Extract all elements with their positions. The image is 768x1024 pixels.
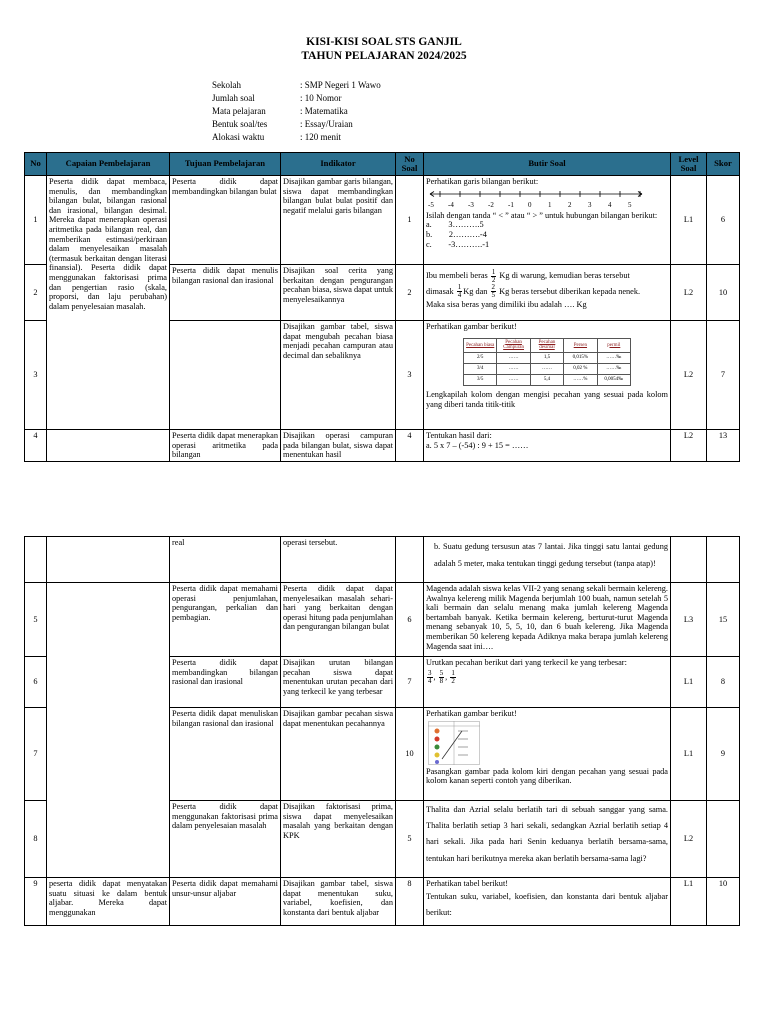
table-row: [25, 430, 740, 462]
butir-soal-cell: b. Suatu gedung tersusun atas 7 lantai. Jika tinggi satu lantai gedung adalah 5 meter, maka tentukan tinggi gedung tersebut (tanpa atap)!: [424, 537, 671, 583]
denominator: 5: [491, 291, 496, 300]
question-text: a. 5 x 7 – (-54) : 9 + 15 = ……: [426, 440, 529, 450]
butir-soal-cell: Magenda adalah siswa kelas VII-2 yang senang sekali bermain kelereng. Awalnya kelereng milik Magenda berjumlah 100 buah, namun setelah 5 kali bermain dan selalu menang maka jumlah kelereng Magenda bertambah banyak. Ketika bermain kelereng, berturut-turut Magenda menang sebanyak 10, 5, 5, 10, dan 6 buah kelereng. Jika Magenda memberikan 50 kelereng kepada Adiknya maka berapa jumlah kelereng Magenda saat ini….: [424, 583, 671, 657]
level-cell: L2: [671, 265, 707, 321]
skor-cell: 15: [707, 583, 740, 657]
header-no: No: [25, 153, 47, 176]
number-line-label: 2: [568, 200, 572, 209]
header-skor: Skor: [707, 153, 740, 176]
no-soal-cell: 3: [396, 321, 424, 430]
no-soal-cell: 6: [396, 583, 424, 657]
butir-soal-cell: [424, 430, 671, 462]
indikator-cell: Disajikan gambar pecahan siswa dapat menentukan pecahannya: [281, 708, 396, 801]
skor-cell: 10: [707, 265, 740, 321]
mini-table-cell: 5,4: [530, 375, 563, 386]
no-soal-cell: [396, 537, 424, 583]
tujuan-cell: real: [170, 537, 281, 583]
number-line-label: 0: [528, 200, 532, 209]
mini-table-cell: 1,5: [530, 353, 563, 364]
capaian-cell: Peserta didik dapat membaca, menulis, dan membandingkan bilangan bulat, bilangan rasional dan irasional, bilangan desimal. Mereka dapat menerapkan operasi aritmetika pada bilangan real, dan memberikan estimasi/perkiraan dalam menyelesaikan masalah (termasuk berkaitan dengan literasi finansial). Peserta didik dapat menggunakan faktorisasi prima dan pengertian rasio (skala, proporsi, dan laju perubahan) dalam penyelesaian masalah.: [47, 176, 170, 430]
denominator: 8: [439, 676, 444, 685]
option-c: c. -3……….-1: [426, 239, 490, 249]
no-soal-cell: 1: [396, 176, 424, 265]
tujuan-cell: Peserta didik dapat membandingkan bilangan bulat: [170, 176, 281, 265]
header-level-line1: Level: [678, 153, 699, 164]
skor-cell: 7: [707, 321, 740, 430]
mini-table-cell: 2/5: [464, 353, 497, 364]
header-butir-soal: Butir Soal: [424, 153, 671, 176]
row-number: 1: [25, 176, 47, 265]
header-level: [671, 153, 707, 176]
mini-table-cell: 0,015%: [564, 353, 597, 364]
denominator: 4: [428, 676, 432, 685]
butir-soal-cell: [424, 265, 671, 321]
butir-soal-cell: [424, 321, 671, 430]
indikator-cell: operasi tersebut.: [281, 537, 396, 583]
skor-cell: 13: [707, 430, 740, 462]
denominator: 4: [457, 291, 462, 300]
fraction: [491, 269, 497, 284]
row-number: 8: [25, 801, 47, 878]
level-cell: L1: [671, 657, 707, 708]
question-intro: Perhatikan gambar berikut!: [426, 322, 517, 331]
question-text: Ibu membeli beras: [426, 271, 488, 280]
document-title: KISI-KISI SOAL STS GANJIL: [306, 36, 462, 48]
indikator-cell: Disajikan gambar tabel, siswa dapat menentukan suku, variabel, koefisien, dan konstanta dari bentuk aljabar: [281, 878, 396, 926]
numerator: 2: [491, 283, 496, 292]
number-line-label: -1: [508, 200, 514, 209]
question-text: Kg di warung, kemudian beras tersebut: [499, 271, 630, 280]
table-row: [25, 878, 740, 926]
capaian-cell: [47, 583, 170, 878]
document-subtitle: TAHUN PELAJARAN 2024/2025: [301, 50, 467, 62]
tujuan-cell: Peserta didik dapat menulis bilangan rasional dan irasional: [170, 265, 281, 321]
question-text: Urutkan pecahan berikut dari yang terkecil ke yang terbesar:: [426, 658, 627, 667]
number-line-label: -2: [488, 200, 494, 209]
question-text: Kg dan: [463, 286, 488, 296]
butir-soal-cell: Thalita dan Azrial selalu berlatih tari di sebuah sanggar yang sama. Thalita berlatih setiap 3 hari sekali, sedangkan Azrial berlatih setiap 4 hari sekali. Jika pada hari Senin keduanya berlatih bersama-sama, tentukan hari berikutnya mereka akan berlatih bersama-sama lagi?: [424, 801, 671, 878]
meta-value: : SMP Negeri 1 Wawo: [300, 80, 381, 90]
header-capaian: Capaian Pembelajaran: [47, 153, 170, 176]
skor-cell: 9: [707, 708, 740, 801]
mini-table-header: Pecahan biasa: [464, 338, 497, 353]
meta-value: : Essay/Uraian: [300, 119, 353, 129]
capaian-cell: [47, 430, 170, 462]
skor-cell: [707, 537, 740, 583]
denominator: 2: [491, 275, 496, 284]
level-cell: L3: [671, 583, 707, 657]
header-no-soal-line2: Soal: [401, 163, 418, 173]
row-number: 2: [25, 265, 47, 321]
level-cell: L2: [671, 321, 707, 430]
mini-table-cell: ……‰: [597, 353, 630, 364]
table-row: [25, 537, 740, 583]
row-number: 3: [25, 321, 47, 430]
capaian-cell: peserta didik dapat menyatakan suatu situasi ke dalam bentuk aljabar. Mereka dapat menggunakan: [47, 878, 170, 926]
numerator: 1: [457, 283, 462, 292]
tujuan-cell: Peserta didik dapat menggunakan faktorisasi prima dalam penyelesaian masalah: [170, 801, 281, 878]
mini-table-cell: 0,02 %: [564, 364, 597, 375]
question-text: Lengkapilah kolom dengan mengisi pecahan yang sesuai pada kolom yang diberi tanda titik-titik: [426, 390, 668, 409]
no-soal-cell: 7: [396, 657, 424, 708]
question-text: Isilah dengan tanda “ < ” atau “ > ” untuk hubungan bilangan berikut:: [426, 210, 658, 220]
row-number: [25, 537, 47, 583]
level-cell: L1: [671, 878, 707, 926]
number-line-labels: [428, 201, 668, 209]
header-tujuan: Tujuan Pembelajaran: [170, 153, 281, 176]
tujuan-cell: Peserta didik dapat memahami operasi penjumlahan, pengurangan, perkalian dan pembagian.: [170, 583, 281, 657]
meta-value: : Matematika: [300, 106, 348, 116]
question-text: dimasak: [426, 286, 454, 296]
indikator-cell: Disajikan urutan bilangan pecahan siswa dapat menentukan urutan pecahan dari yang terkecil ke yang terbesar: [281, 657, 396, 708]
question-text: Pasangkan gambar pada kolom kiri dengan pecahan yang sesuai pada kolom kanan seperti contoh yang diberikan.: [426, 766, 668, 786]
fraction: [491, 284, 497, 299]
no-soal-cell: 10: [396, 708, 424, 801]
option-a: a. 3……….5: [426, 220, 484, 230]
butir-soal-cell: [424, 878, 671, 926]
mini-table-cell: 3/4: [464, 364, 497, 375]
mini-table-cell: 3/5: [464, 375, 497, 386]
meta-key: Jumlah soal: [212, 93, 255, 103]
fraction: [427, 670, 433, 685]
question-text: Tentukan suku, variabel, koefisien, dan konstanta dari bentuk aljabar berikut:: [426, 891, 668, 917]
indikator-cell: Peserta didik dapat dapat menyelesaikan masalah sehari-hari yang berkaitan dengan operasi hitung pada penjumlahan dan pengurangan bilangan bulat: [281, 583, 396, 657]
meta-key: Sekolah: [212, 80, 241, 90]
numerator: 3: [428, 668, 432, 677]
header-level-line2: Soal: [680, 163, 697, 173]
row-number: 9: [25, 878, 47, 926]
header-no-soal-line1: No: [404, 153, 415, 164]
indikator-cell: Disajikan faktorisasi prima, siswa dapat menyelesaikan masalah yang berkaitan dengan KPK: [281, 801, 396, 878]
fraction-table: [463, 338, 631, 387]
meta-info: [212, 79, 381, 144]
row-number: 4: [25, 430, 47, 462]
meta-key: Bentuk soal/tes: [212, 119, 268, 129]
mini-table-cell: 0,0054‰: [597, 375, 630, 386]
skor-cell: 10: [707, 878, 740, 926]
question-intro: Tentukan hasil dari:: [426, 431, 492, 440]
meta-key: Alokasi waktu: [212, 132, 265, 142]
no-soal-cell: 4: [396, 430, 424, 462]
kisi-kisi-table-page-1: [24, 152, 739, 462]
mini-table-cell: ……: [530, 364, 563, 375]
butir-soal-cell: [424, 657, 671, 708]
level-cell: L2: [671, 801, 707, 878]
meta-value: : 120 menit: [300, 132, 341, 142]
row-number: 7: [25, 708, 47, 801]
no-soal-cell: 5: [396, 801, 424, 878]
question-text: Maka sisa beras yang dimiliki ibu adalah …. Kg: [426, 299, 587, 309]
question-intro: Perhatikan tabel berikut!: [426, 879, 509, 888]
mini-table-cell: ……: [497, 353, 530, 364]
butir-soal-cell: [424, 176, 671, 265]
fraction-matching-image: [428, 721, 480, 765]
fraction: [439, 670, 445, 685]
level-cell: [671, 537, 707, 583]
table-row: [25, 583, 740, 657]
indikator-cell: Disajikan soal cerita yang berkaitan dengan pengurangan pecahan biasa, siswa dapat untuk menyelesaikannya: [281, 265, 396, 321]
tujuan-cell: Peserta didik dapat membandingkan bilangan rasional dan irasional: [170, 657, 281, 708]
numerator: 1: [491, 267, 496, 276]
number-line-label: 5: [628, 200, 632, 209]
fraction: [450, 670, 456, 685]
mini-table-header: Pecahan Campuran: [497, 338, 530, 353]
row-number: 6: [25, 657, 47, 708]
tujuan-cell: Peserta didik dapat memahami unsur-unsur aljabar: [170, 878, 281, 926]
indikator-cell: Disajikan gambar tabel, siswa dapat mengubah pecahan biasa menjadi pecahan campuran atau decimal dan sebaliknya: [281, 321, 396, 430]
denominator: 2: [451, 676, 455, 685]
indikator-cell: Disajikan gambar garis bilangan, siswa dapat membandingkan bilangan bulat bulat positif dan negatif melalui garis bilangan: [281, 176, 396, 265]
mini-table-header: Persen: [564, 338, 597, 353]
number-line-label: -3: [468, 200, 474, 209]
no-soal-cell: 2: [396, 265, 424, 321]
option-b: b. 2……….-4: [426, 229, 487, 239]
header-indikator: Indikator: [281, 153, 396, 176]
kisi-kisi-table-page-2: [24, 536, 739, 926]
fraction-list: $\frac{3}{4}$ , $\frac{5}{8}$ , $\frac{1}{2}$: [428, 668, 455, 685]
skor-cell: [707, 801, 740, 878]
mini-table-cell: ……: [497, 375, 530, 386]
no-soal-cell: 8: [396, 878, 424, 926]
mini-table-header: permil: [597, 338, 630, 353]
number-line-label: -5: [428, 200, 434, 209]
number-line-label: 1: [548, 200, 552, 209]
tujuan-cell: Peserta didik dapat menerapkan operasi aritmetika pada bilangan: [170, 430, 281, 462]
mini-table-cell: ……: [497, 364, 530, 375]
tujuan-cell: [170, 321, 281, 430]
number-line-label: -4: [448, 200, 454, 209]
fraction: [457, 284, 463, 299]
level-cell: L2: [671, 430, 707, 462]
numerator: 1: [451, 668, 455, 677]
skor-cell: 8: [707, 657, 740, 708]
table-row: [25, 176, 740, 265]
number-line-label: 3: [588, 200, 592, 209]
skor-cell: 6: [707, 176, 740, 265]
question-intro: Perhatikan gambar berikut!: [426, 709, 517, 718]
meta-value: : 10 Nomor: [300, 93, 342, 103]
meta-key: Mata pelajaran: [212, 106, 266, 116]
level-cell: L1: [671, 176, 707, 265]
level-cell: L1: [671, 708, 707, 801]
mini-table-header: Pecahan desimal: [530, 338, 563, 353]
number-line: [428, 189, 648, 199]
header-no-soal: [396, 153, 424, 176]
question-text: Kg beras tersebut diberikan kepada nenek.: [499, 286, 641, 296]
number-line-label: 4: [608, 200, 612, 209]
question-intro: Perhatikan garis bilangan berikut:: [426, 177, 539, 186]
mini-table-cell: ……‰: [597, 364, 630, 375]
mini-table-cell: ……%: [564, 375, 597, 386]
numerator: 5: [439, 668, 444, 677]
butir-soal-cell: [424, 708, 671, 801]
indikator-cell: Disajikan operasi campuran pada bilangan bulat, siswa dapat menentukan hasil: [281, 430, 396, 462]
capaian-cell: [47, 537, 170, 583]
row-number: 5: [25, 583, 47, 657]
tujuan-cell: Peserta didik dapat menuliskan bilangan rasional dan irasional: [170, 708, 281, 801]
